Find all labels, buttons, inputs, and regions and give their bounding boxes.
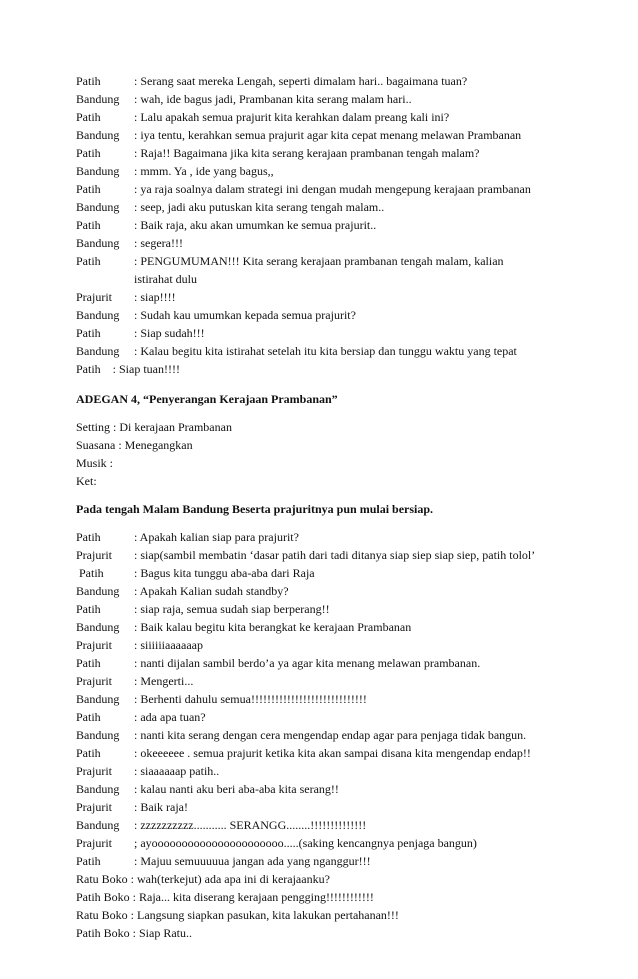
scene-heading: ADEGAN 4, “Penyerangan Kerajaan Prambanan” (76, 392, 338, 406)
speaker: Bandung (76, 692, 120, 706)
speaker: Patih (76, 254, 101, 268)
speaker: Patih (76, 326, 101, 340)
speaker: Bandung (76, 200, 120, 214)
speaker: Prajurit (76, 290, 112, 304)
speaker: Patih (76, 530, 101, 544)
speaker: Bandung (76, 236, 120, 250)
line-text: : Baik raja, aku akan umumkan ke semua prajurit.. (134, 218, 377, 232)
line-text: istirahat dulu (134, 272, 197, 286)
dialogue-line: Patih Boko : Raja... kita diserang kerajaan pengging!!!!!!!!!!!! (76, 890, 374, 904)
line-text: : Bagus kita tunggu aba-aba dari Raja (134, 566, 315, 580)
speaker: Patih (76, 146, 101, 160)
line-text: : siaaaaaap patih.. (134, 764, 220, 778)
line-text: : siap raja, semua sudah siap berperang!! (134, 602, 330, 616)
speaker: Bandung (76, 308, 120, 322)
speaker: Prajurit (76, 800, 112, 814)
speaker: Bandung (76, 92, 120, 106)
line-text: : Apakah kalian siap para prajurit? (134, 530, 299, 544)
line-text: : Mengerti... (134, 674, 194, 688)
line-text: : Baik raja! (134, 800, 188, 814)
speaker: Prajurit (76, 548, 112, 562)
line-text: : Serang saat mereka Lengah, seperti dimalam hari.. bagaimana tuan? (134, 74, 468, 88)
speaker: Bandung (76, 782, 120, 796)
speaker: Patih (76, 854, 101, 868)
speaker: Prajurit (76, 674, 112, 688)
speaker: Bandung (76, 620, 120, 634)
line-text: : Lalu apakah semua prajurit kita kerahkan dalam preang kali ini? (134, 110, 450, 124)
suasana-line: Suasana : Menegangkan (76, 438, 193, 452)
line-text: : wah, ide bagus jadi, Prambanan kita serang malam hari.. (134, 92, 412, 106)
line-text: : siap!!!! (134, 290, 176, 304)
musik-line: Musik : (76, 456, 114, 470)
line-text: : Sudah kau umumkan kepada semua prajurit? (134, 308, 356, 322)
line-text: : okeeeeee . semua prajurit ketika kita akan sampai disana kita mengendap endap!! (134, 746, 531, 760)
line-text: : segera!!! (134, 236, 183, 250)
speaker: Patih (76, 602, 101, 616)
line-text: : ya raja soalnya dalam strategi ini dengan mudah mengepung kerajaan prambanan (134, 182, 531, 196)
speaker: Patih (76, 74, 101, 88)
speaker: Prajurit (76, 638, 112, 652)
line-text: : Raja!! Bagaimana jika kita serang kerajaan prambanan tengah malam? (134, 146, 480, 160)
speaker: Bandung (76, 818, 120, 832)
line-text: : Majuu semuuuuua jangan ada yang nganggur!!! (134, 854, 371, 868)
line-text: ; ayoooooooooooooooooooooo.....(saking kencangnya penjaga bangun) (134, 836, 477, 850)
speaker: Bandung (76, 728, 120, 742)
dialogue-line: Ratu Boko : Langsung siapkan pasukan, kita lakukan pertahanan!!! (76, 908, 399, 922)
speaker: Patih (76, 110, 101, 124)
line-text: : nanti kita serang dengan cera mengendap endap agar para penjaga tidak bangun. (134, 728, 527, 742)
speaker: Prajurit (76, 836, 112, 850)
line-text: : iya tentu, kerahkan semua prajurit agar kita cepat menang melawan Prambanan (134, 128, 522, 142)
dialogue-line: Ratu Boko : wah(terkejut) ada apa ini di kerajaanku? (76, 872, 330, 886)
speaker: Patih (76, 218, 101, 232)
narration: Pada tengah Malam Bandung Beserta prajuritnya pun mulai bersiap. (76, 502, 434, 516)
speaker: Bandung (76, 164, 120, 178)
speaker: Patih (76, 566, 104, 580)
line-text: : seep, jadi aku putuskan kita serang tengah malam.. (134, 200, 385, 214)
line-text: : Apakah Kalian sudah standby? (134, 584, 289, 598)
line-text: : siiiiiiaaaaaap (134, 638, 203, 652)
line-text: : mmm. Ya , ide yang bagus,, (134, 164, 274, 178)
speaker: Prajurit (76, 764, 112, 778)
line-text: : Berhenti dahulu semua!!!!!!!!!!!!!!!!!!!!!!!!!!!!! (134, 692, 367, 706)
speaker: Bandung (76, 344, 120, 358)
line-text: : Kalau begitu kita istirahat setelah itu kita bersiap dan tunggu waktu yang tepat (134, 344, 517, 358)
line-text: : nanti dijalan sambil berdo’a ya agar kita menang melawan prambanan. (134, 656, 481, 670)
setting-line: Setting : Di kerajaan Prambanan (76, 420, 232, 434)
line-text: : PENGUMUMAN!!! Kita serang kerajaan prambanan tengah malam, kalian (134, 254, 504, 268)
speaker: Bandung (76, 584, 120, 598)
line-text: : zzzzzzzzzz........... SERANGG........!!!!!!!!!!!!!! (134, 818, 367, 832)
speaker: Bandung (76, 128, 120, 142)
line-text: : Baik kalau begitu kita berangkat ke kerajaan Prambanan (134, 620, 412, 634)
speaker: Patih (76, 746, 101, 760)
ket-line: Ket: (76, 474, 97, 488)
line-text: : kalau nanti aku beri aba-aba kita serang!! (134, 782, 339, 796)
dialogue-line-last: Patih : Siap tuan!!!! (76, 362, 180, 376)
speaker: Patih (76, 656, 101, 670)
speaker: Patih (76, 710, 101, 724)
dialogue-line: Patih Boko : Siap Ratu.. (76, 926, 193, 940)
line-text: : siap(sambil membatin ‘dasar patih dari tadi ditanya siap siep siap siep, patih tolol’ (134, 548, 536, 562)
line-text: : ada apa tuan? (134, 710, 206, 724)
line-text: : Siap sudah!!! (134, 326, 205, 340)
speaker: Patih (76, 182, 101, 196)
